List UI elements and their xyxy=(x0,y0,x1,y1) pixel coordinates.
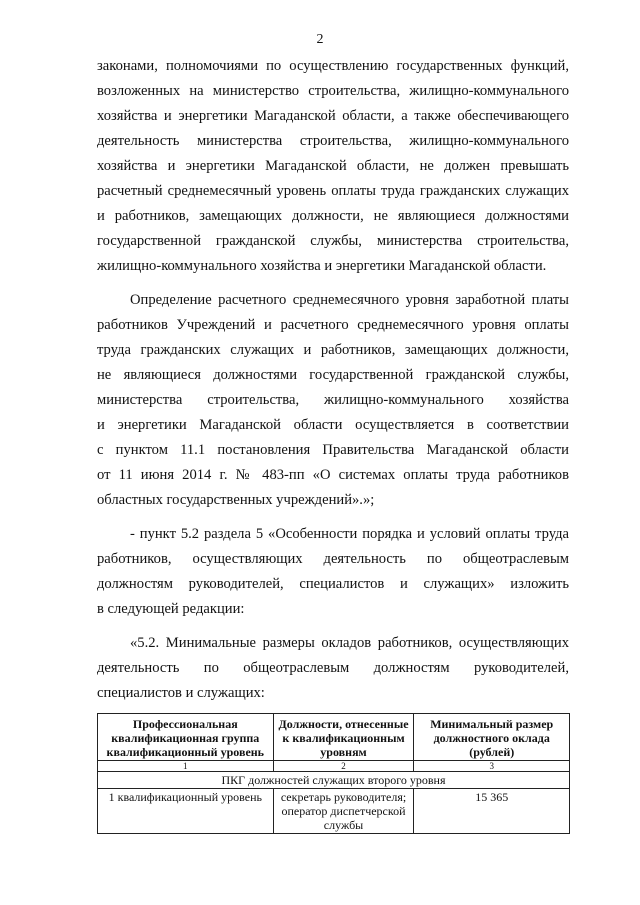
text-line: министерства строительства, жилищно-коммунального хозяйства xyxy=(97,392,569,408)
text-line: и работников, замещающих должности, не являющиеся должностями xyxy=(97,208,569,224)
text-line: должностям руководителей, специалистов и служащих» изложить xyxy=(97,576,569,592)
text-line: - пункт 5.2 раздела 5 «Особенности порядка и условий оплаты труда xyxy=(130,526,569,542)
text-line: деятельность по общеотраслевым должностям руководителей, xyxy=(97,660,569,676)
text-line: областных государственных учреждений».»; xyxy=(97,492,375,508)
group-title-row xyxy=(98,772,570,789)
text-line: в следующей редакции: xyxy=(97,601,245,617)
text-line: работников, осуществляющих деятельность по общеотраслевым xyxy=(97,551,569,567)
document-body xyxy=(97,54,569,706)
text-line: хозяйства и энергетики Магаданской области, а также обеспечивающего xyxy=(97,108,569,124)
table-row xyxy=(98,789,570,834)
page-number: 2 xyxy=(316,32,324,47)
salary-table xyxy=(97,713,570,834)
text-line: государственной гражданской службы, министерства строительства, xyxy=(97,233,569,249)
column-number: 3 xyxy=(414,761,570,772)
text-line: возложенных на министерство строительства, жилищно-коммунального xyxy=(97,83,569,99)
salary-cell: 15 365 xyxy=(414,789,570,834)
column-number: 1 xyxy=(98,761,274,772)
text-line: труда гражданских служащих и работников, замещающих должности, xyxy=(97,342,569,358)
text-line: хозяйства и энергетики Магаданской области, не должен превышать xyxy=(97,158,569,174)
text-line: расчетный среднемесячный уровень оплаты труда гражданских служащих xyxy=(97,183,569,199)
text-line: Определение расчетного среднемесячного уровня заработной платы xyxy=(130,292,569,308)
header-min-salary: Минимальный размер должностного оклада (рублей) xyxy=(414,714,570,761)
text-line: «5.2. Минимальные размеры окладов работников, осуществляющих xyxy=(130,635,569,651)
table-header-row xyxy=(98,714,570,761)
text-line: деятельность министерства строительства, жилищно-коммунального xyxy=(97,133,569,149)
header-group-level: Профессиональная квалификационная группа квалификационный уровень xyxy=(98,714,274,761)
text-line: не являющиеся должностями государственной гражданской службы, xyxy=(97,367,569,383)
positions-cell: секретарь руководителя; оператор диспетчерской службы xyxy=(273,789,414,834)
text-line: законами, полномочиями по осуществлению государственных функций, xyxy=(97,58,569,74)
qualification-level: 1 квалификационный уровень xyxy=(98,789,274,834)
column-number-row xyxy=(98,761,570,772)
text-line: и энергетики Магаданской области осуществляется в соответствии xyxy=(97,417,569,433)
column-number: 2 xyxy=(273,761,414,772)
header-positions: Должности, отнесенные к квалификационным уровням xyxy=(273,714,414,761)
text-line: от 11 июня 2014 г. № 483-пп «О системах оплаты труда работников xyxy=(97,467,569,483)
text-line: жилищно-коммунального хозяйства и энергетики Магаданской области. xyxy=(97,258,547,274)
text-line: специалистов и служащих: xyxy=(97,685,265,701)
text-line: с пунктом 11.1 постановления Правительства Магаданской области xyxy=(97,442,569,458)
group-title: ПКГ должностей служащих второго уровня xyxy=(98,772,570,789)
text-line: работников Учреждений и расчетного среднемесячного уровня оплаты xyxy=(97,317,569,333)
